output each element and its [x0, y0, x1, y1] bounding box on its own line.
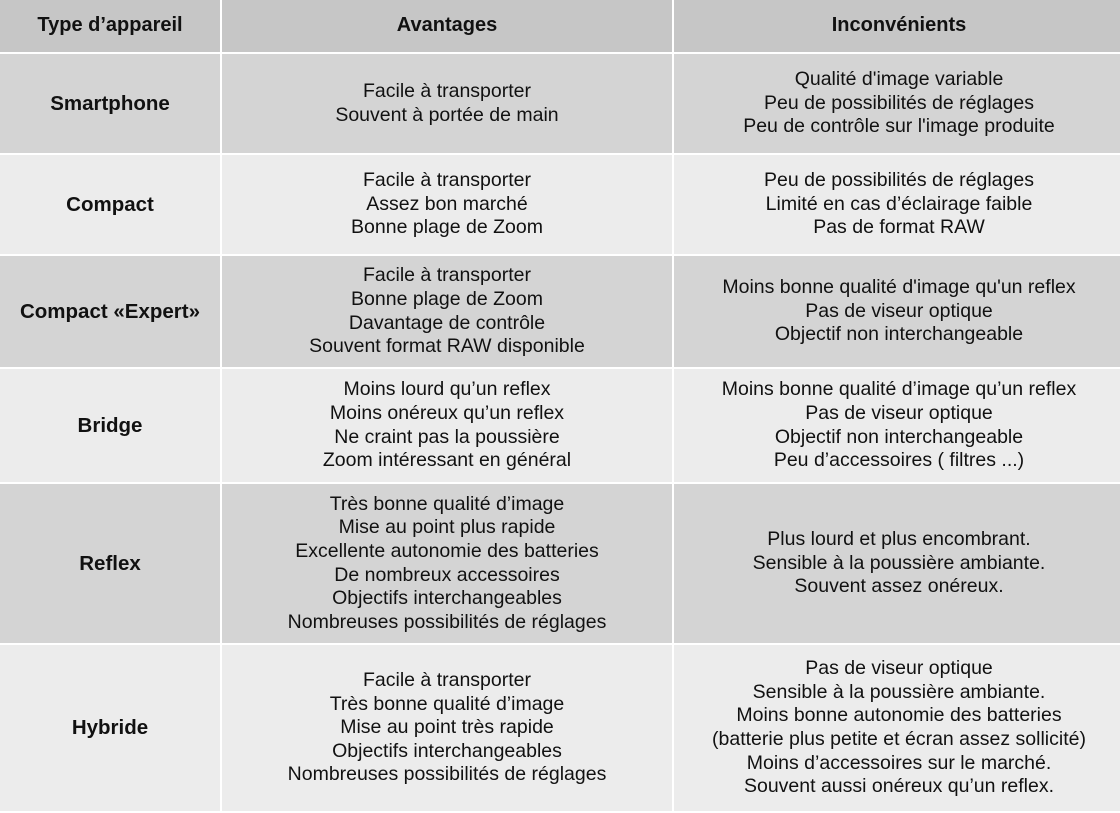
- pros-line: Nombreuses possibilités de réglages: [287, 763, 607, 786]
- cons-line: Moins d’accessoires sur le marché.: [746, 751, 1052, 774]
- row-pros: [222, 256, 672, 369]
- cons-line: Souvent assez onéreux.: [794, 575, 1004, 598]
- cons-line: Pas de viseur optique: [805, 401, 993, 424]
- cons-line: Pas de viseur optique: [805, 657, 993, 680]
- cons-line: Sensible à la poussière ambiante.: [752, 551, 1046, 574]
- pros-line: De nombreux accessoires: [334, 563, 560, 586]
- cons-line: Sensible à la poussière ambiante.: [752, 680, 1046, 703]
- pros-line: Moins lourd qu’un reflex: [343, 378, 551, 401]
- cons-line: Pas de viseur optique: [805, 299, 993, 322]
- cons-line: Moins bonne qualité d’image qu’un reflex: [721, 378, 1077, 401]
- pros-line: Mise au point plus rapide: [338, 516, 556, 539]
- row-pros: [222, 484, 672, 645]
- row-cons: [674, 155, 1120, 256]
- row-type: Bridge: [0, 369, 220, 484]
- pros-line: Moins onéreux qu’un reflex: [329, 401, 565, 424]
- cons-line: Peu de possibilités de réglages: [764, 169, 1034, 192]
- row-cons: [674, 484, 1120, 645]
- cons-line: Objectif non interchangeable: [774, 425, 1024, 448]
- pros-line: Très bonne qualité d’image: [329, 492, 565, 515]
- pros-line: Davantage de contrôle: [348, 311, 546, 334]
- header-cons: Inconvénients: [674, 0, 1120, 54]
- row-pros: [222, 645, 672, 813]
- header-type: Type d’appareil: [0, 0, 220, 54]
- cons-line: Souvent aussi onéreux qu’un reflex.: [743, 775, 1055, 798]
- pros-line: Facile à transporter: [363, 669, 531, 692]
- pros-line: Très bonne qualité d’image: [329, 692, 565, 715]
- row-cons: [674, 54, 1120, 155]
- pros-line: Objectifs interchangeables: [332, 739, 562, 762]
- cons-line: Peu de contrôle sur l'image produite: [743, 115, 1055, 138]
- pros-line: Facile à transporter: [363, 79, 531, 102]
- cons-line: Peu de possibilités de réglages: [764, 91, 1034, 114]
- pros-line: Bonne plage de Zoom: [351, 287, 543, 310]
- pros-line: Mise au point très rapide: [340, 716, 554, 739]
- cons-line: Limité en cas d’éclairage faible: [765, 192, 1033, 215]
- row-cons: [674, 645, 1120, 813]
- pros-line: Souvent à portée de main: [335, 103, 559, 126]
- row-type: Compact: [0, 155, 220, 256]
- cons-line: Pas de format RAW: [813, 216, 985, 239]
- pros-line: Zoom intéressant en général: [322, 449, 572, 472]
- cons-line: Peu d’accessoires ( filtres ...): [773, 449, 1025, 472]
- row-type: Hybride: [0, 645, 220, 813]
- pros-line: Facile à transporter: [363, 264, 531, 287]
- pros-line: Facile à transporter: [363, 169, 531, 192]
- row-type: Smartphone: [0, 54, 220, 155]
- pros-line: Objectifs interchangeables: [332, 587, 562, 610]
- header-pros: Avantages: [222, 0, 672, 54]
- row-cons: [674, 369, 1120, 484]
- cons-line: Moins bonne qualité d'image qu'un reflex: [722, 276, 1076, 299]
- cons-line: (batterie plus petite et écran assez sollicité): [712, 728, 1086, 750]
- cons-line: Objectif non interchangeable: [774, 323, 1024, 346]
- pros-line: Bonne plage de Zoom: [351, 216, 543, 239]
- row-type: Compact «Expert»: [0, 256, 220, 369]
- pros-line: Nombreuses possibilités de réglages: [287, 610, 607, 633]
- row-cons: [674, 256, 1120, 369]
- cons-line: Qualité d'image variable: [794, 68, 1004, 91]
- row-pros: [222, 369, 672, 484]
- cons-line: Moins bonne autonomie des batteries: [736, 704, 1062, 727]
- row-type: Reflex: [0, 484, 220, 645]
- row-pros: [222, 54, 672, 155]
- pros-line: Souvent format RAW disponible: [309, 335, 585, 358]
- pros-line: Ne craint pas la poussière: [334, 425, 560, 448]
- row-pros: [222, 155, 672, 256]
- pros-line: Assez bon marché: [366, 192, 528, 215]
- cons-line: Plus lourd et plus encombrant.: [767, 528, 1031, 551]
- pros-line: Excellente autonomie des batteries: [295, 539, 599, 562]
